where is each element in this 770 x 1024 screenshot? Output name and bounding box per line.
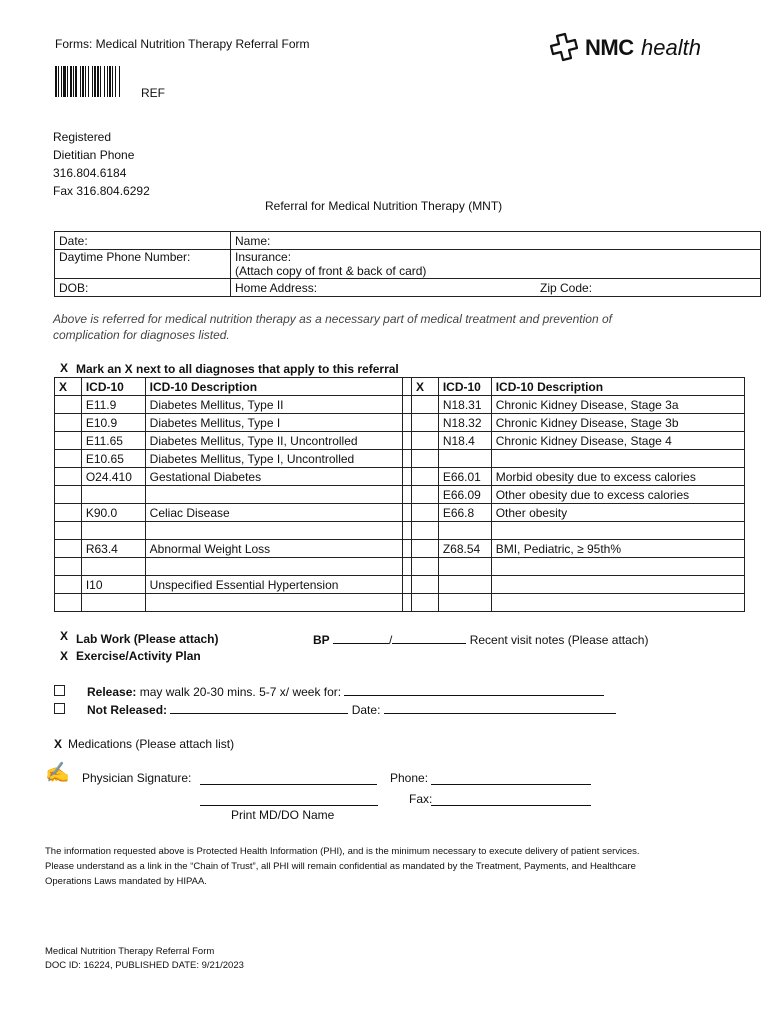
diagnosis-code-right: N18.4 <box>438 432 491 450</box>
diagnosis-row <box>55 450 745 468</box>
diagnosis-desc-left: Diabetes Mellitus, Type II, Uncontrolled <box>145 432 402 450</box>
diagnosis-row <box>55 468 745 486</box>
dob-field[interactable]: DOB: <box>55 279 231 297</box>
diagnosis-table-gap <box>402 594 411 612</box>
address-field[interactable] <box>231 279 761 297</box>
zip-label: Zip Code: <box>540 280 593 295</box>
physician-signature-line[interactable] <box>200 783 377 785</box>
physician-fax-label: Fax: <box>409 792 433 806</box>
dietitian-phone: 316.804.6184 <box>53 166 127 180</box>
dietitian-fax: Fax 316.804.6292 <box>53 184 150 198</box>
diagnosis-checkbox-left[interactable] <box>55 450 82 468</box>
diagnosis-code-left <box>81 594 145 612</box>
lab-work-mark[interactable]: X <box>60 629 69 643</box>
diagnosis-instruction-mark: X <box>60 361 69 375</box>
diagnosis-code-right <box>438 558 491 576</box>
diagnosis-row <box>55 504 745 522</box>
diagnosis-code-right: N18.31 <box>438 396 491 414</box>
diagnosis-row <box>55 414 745 432</box>
release-checkbox[interactable] <box>54 685 65 699</box>
diagnosis-desc-left <box>145 522 402 540</box>
pen-icon: ✍ <box>45 762 70 784</box>
bp-label: BP <box>313 633 330 647</box>
physician-phone-label: Phone: <box>390 771 429 785</box>
diagnosis-code-right <box>438 450 491 468</box>
diagnosis-desc-right <box>491 576 744 594</box>
diagnosis-code-left: E10.65 <box>81 450 145 468</box>
diagnosis-header-row <box>55 378 745 396</box>
insurance-field[interactable] <box>231 250 761 279</box>
cross-logo-icon <box>543 32 583 68</box>
diagnosis-desc-right: Morbid obesity due to excess calories <box>491 468 744 486</box>
diagnosis-header-desc: ICD-10 Description <box>145 378 402 396</box>
ref-label: REF <box>141 86 165 100</box>
form-title: Forms: Medical Nutrition Therapy Referral Form <box>55 37 310 51</box>
phi-line2: Please understand as a link in the “Chain of Trust”, all PHI will remain confidential as mandated by the Treatment, Payments, and Healthcare <box>45 861 636 872</box>
diagnosis-table <box>54 377 745 612</box>
diagnosis-code-left: K90.0 <box>81 504 145 522</box>
diagnosis-table-gap <box>402 450 411 468</box>
dietitian-line2: Dietitian Phone <box>53 148 135 162</box>
diagnosis-desc-left: Abnormal Weight Loss <box>145 540 402 558</box>
diagnosis-desc-left <box>145 486 402 504</box>
diagnosis-code-right <box>438 576 491 594</box>
date-field[interactable]: Date: <box>55 232 231 250</box>
diagnosis-table-gap <box>402 414 411 432</box>
diagnosis-header-desc: ICD-10 Description <box>491 378 744 396</box>
statement-line2: complication for diagnoses listed. <box>53 328 230 342</box>
diagnosis-code-right: Z68.54 <box>438 540 491 558</box>
release-line <box>87 684 604 699</box>
diagnosis-checkbox-left[interactable] <box>55 486 82 504</box>
diagnosis-checkbox-right[interactable] <box>411 540 438 558</box>
diagnosis-checkbox-left[interactable] <box>55 396 82 414</box>
diagnosis-table-gap <box>402 378 411 396</box>
diagnosis-desc-left: Gestational Diabetes <box>145 468 402 486</box>
diagnosis-desc-right: BMI, Pediatric, ≥ 95th% <box>491 540 744 558</box>
diagnosis-row <box>55 558 745 576</box>
phi-line1: The information requested above is Protected Health Information (PHI), and is the minimum necessary to execute delivery of patient services. <box>45 846 640 857</box>
diagnosis-checkbox-left[interactable] <box>55 414 82 432</box>
footer-line1: Medical Nutrition Therapy Referral Form <box>45 946 215 957</box>
diagnosis-desc-right: Other obesity <box>491 504 744 522</box>
dietitian-contact <box>53 128 150 200</box>
diagnosis-desc-right: Other obesity due to excess calories <box>491 486 744 504</box>
diagnosis-code-right <box>438 522 491 540</box>
diagnosis-checkbox-right[interactable] <box>411 432 438 450</box>
insurance-note: (Attach copy of front & back of card) <box>235 264 427 278</box>
bp-field[interactable] <box>313 632 648 647</box>
diagnosis-checkbox-left[interactable] <box>55 558 82 576</box>
bp-slash: / <box>389 633 393 647</box>
diagnosis-table-gap <box>402 468 411 486</box>
diagnosis-header-x: X <box>411 378 438 396</box>
date-label: Date: <box>351 703 381 717</box>
diagnosis-header-x: X <box>55 378 82 396</box>
diagnosis-checkbox-left[interactable] <box>55 468 82 486</box>
diagnosis-checkbox-left[interactable] <box>55 504 82 522</box>
diagnosis-desc-right <box>491 558 744 576</box>
diagnosis-table-gap <box>402 540 411 558</box>
diagnosis-checkbox-left[interactable] <box>55 540 82 558</box>
diagnosis-row <box>55 486 745 504</box>
diagnosis-row <box>55 432 745 450</box>
diagnosis-code-right: E66.09 <box>438 486 491 504</box>
diagnosis-checkbox-left[interactable] <box>55 576 82 594</box>
recent-notes-label: Recent visit notes (Please attach) <box>469 633 649 647</box>
diagnosis-code-left: E10.9 <box>81 414 145 432</box>
diagnosis-code-left: O24.410 <box>81 468 145 486</box>
diagnosis-code-left: E11.9 <box>81 396 145 414</box>
diagnosis-desc-left: Celiac Disease <box>145 504 402 522</box>
diagnosis-checkbox-left[interactable] <box>55 594 82 612</box>
diagnosis-table-gap <box>402 432 411 450</box>
referral-title: Referral for Medical Nutrition Therapy (MNT) <box>265 199 503 213</box>
logo-brand: NMC <box>585 35 634 60</box>
diagnosis-code-left: E11.65 <box>81 432 145 450</box>
not-released-label: Not Released: <box>87 703 168 717</box>
release-weeks-field[interactable] <box>344 684 604 696</box>
physician-signature-label: Physician Signature: <box>82 771 192 785</box>
diagnosis-code-right: E66.8 <box>438 504 491 522</box>
diagnosis-checkbox-right[interactable] <box>411 468 438 486</box>
diagnosis-table-gap <box>402 576 411 594</box>
exercise-mark[interactable]: X <box>60 649 69 663</box>
diagnosis-row <box>55 522 745 540</box>
diagnosis-code-left <box>81 486 145 504</box>
physician-fax-line[interactable] <box>431 804 591 806</box>
diagnosis-code-left <box>81 522 145 540</box>
insurance-label: Insurance: <box>235 250 292 264</box>
diagnosis-checkbox-right[interactable] <box>411 414 438 432</box>
physician-phone-line[interactable] <box>431 783 591 785</box>
phi-line3: Operations Laws mandated by HIPAA. <box>45 876 207 887</box>
patient-info-table <box>54 231 761 297</box>
diagnosis-desc-left: Diabetes Mellitus, Type I, Uncontrolled <box>145 450 402 468</box>
diagnosis-table-gap <box>402 486 411 504</box>
diagnosis-instruction: Mark an X next to all diagnoses that apply to this referral <box>76 362 399 376</box>
diagnosis-code-left: I10 <box>81 576 145 594</box>
diagnosis-code-right <box>438 594 491 612</box>
diagnosis-checkbox-right[interactable] <box>411 522 438 540</box>
statement-line1: Above is referred for medical nutrition therapy as a necessary part of medical treatment and prevention of <box>53 312 612 326</box>
diagnosis-row <box>55 576 745 594</box>
diagnosis-checkbox-right[interactable] <box>411 504 438 522</box>
not-released-line <box>87 702 616 717</box>
diagnosis-checkbox-left[interactable] <box>55 432 82 450</box>
diagnosis-desc-right: Chronic Kidney Disease, Stage 3b <box>491 414 744 432</box>
not-released-date-field[interactable] <box>384 702 616 714</box>
diagnosis-desc-right <box>491 450 744 468</box>
diagnosis-desc-left: Unspecified Essential Hypertension <box>145 576 402 594</box>
diagnosis-row <box>55 594 745 612</box>
diagnosis-code-right: N18.32 <box>438 414 491 432</box>
medications-mark[interactable]: X <box>54 737 63 751</box>
diagnosis-row <box>55 396 745 414</box>
diagnosis-desc-right <box>491 522 744 540</box>
release-text: may walk 20-30 mins. 5-7 x/ week for: <box>139 685 342 699</box>
diagnosis-code-right: E66.01 <box>438 468 491 486</box>
diagnosis-code-left: R63.4 <box>81 540 145 558</box>
diagnosis-header-code: ICD-10 <box>81 378 145 396</box>
diagnosis-checkbox-right[interactable] <box>411 576 438 594</box>
home-address-label: Home Address: <box>235 280 318 295</box>
logo-word: health <box>641 35 701 60</box>
diagnosis-desc-right: Chronic Kidney Disease, Stage 3a <box>491 396 744 414</box>
diagnosis-desc-left <box>145 558 402 576</box>
lab-work-label: Lab Work (Please attach) <box>76 632 219 646</box>
name-field[interactable]: Name: <box>231 232 761 250</box>
diagnosis-table-gap <box>402 558 411 576</box>
diagnosis-desc-right: Chronic Kidney Disease, Stage 4 <box>491 432 744 450</box>
diagnosis-table-gap <box>402 504 411 522</box>
diagnosis-desc-left: Diabetes Mellitus, Type I <box>145 414 402 432</box>
medications-label: Medications (Please attach list) <box>68 737 235 751</box>
diagnosis-row <box>55 540 745 558</box>
diagnosis-checkbox-right[interactable] <box>411 558 438 576</box>
barcode-image <box>55 66 133 97</box>
not-released-field[interactable] <box>170 702 348 714</box>
diagnosis-table-gap <box>402 396 411 414</box>
phi-notice <box>45 844 640 889</box>
dietitian-line1: Registered <box>53 130 112 144</box>
daytime-phone-field[interactable]: Daytime Phone Number: <box>55 250 231 279</box>
diagnosis-code-left <box>81 558 145 576</box>
document-footer <box>45 945 244 973</box>
footer-line2: DOC ID: 16224, PUBLISHED DATE: 9/21/2023 <box>45 960 244 971</box>
diagnosis-table-gap <box>402 522 411 540</box>
exercise-label: Exercise/Activity Plan <box>76 649 201 663</box>
release-label: Release: <box>87 685 137 699</box>
diagnosis-checkbox-right[interactable] <box>411 450 438 468</box>
diagnosis-desc-left: Diabetes Mellitus, Type II <box>145 396 402 414</box>
diagnosis-checkbox-left[interactable] <box>55 522 82 540</box>
diagnosis-desc-right <box>491 594 744 612</box>
diagnosis-checkbox-right[interactable] <box>411 486 438 504</box>
diagnosis-checkbox-right[interactable] <box>411 396 438 414</box>
print-name-line[interactable] <box>200 804 378 806</box>
diagnosis-desc-left <box>145 594 402 612</box>
diagnosis-header-code: ICD-10 <box>438 378 491 396</box>
referral-statement <box>53 311 612 343</box>
print-name-label: Print MD/DO Name <box>231 808 335 822</box>
diagnosis-checkbox-right[interactable] <box>411 594 438 612</box>
not-released-checkbox[interactable] <box>54 703 65 717</box>
